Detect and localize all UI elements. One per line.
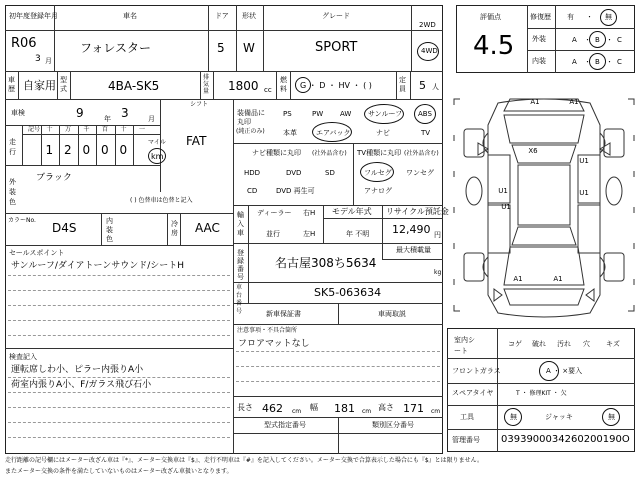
recycle-value: 12,490 bbox=[392, 223, 431, 236]
shift-label: シフト bbox=[190, 101, 209, 108]
mileage-digit: 0 bbox=[82, 143, 91, 157]
seat-hole: 穴 bbox=[583, 340, 590, 348]
model-year-label: モデル年式 bbox=[332, 207, 372, 216]
airbag-circle bbox=[312, 122, 352, 142]
registration-label: 登録番号 bbox=[237, 249, 244, 281]
score-label: 評価点 bbox=[480, 13, 501, 21]
shift-value: FAT bbox=[186, 134, 207, 148]
ext-grade-c: C bbox=[617, 36, 622, 44]
recycle-label: リサイクル預託金 bbox=[386, 207, 449, 216]
ext-grade-dot2: ・ bbox=[606, 36, 613, 44]
navi-label: ナビ種類に丸印 bbox=[252, 149, 301, 157]
mileage-digit: 0 bbox=[101, 143, 109, 157]
mark-a1-rear-right: A1 bbox=[553, 275, 563, 283]
management-label: 管理番号 bbox=[452, 436, 480, 444]
exterior-label: 外装色 bbox=[9, 178, 16, 206]
equip-navi: ナビ bbox=[376, 129, 390, 137]
chassis-value: SK5-063634 bbox=[314, 286, 382, 299]
ext-grade-b: B bbox=[595, 36, 600, 44]
fuel-g-circle bbox=[295, 77, 311, 93]
fuel-options: G ・ D ・ HV ・ ( ) bbox=[300, 81, 372, 90]
chassis-label: 車台番号 bbox=[236, 284, 243, 315]
mileage-unit-header: 記号 bbox=[28, 126, 41, 133]
int-grade-dot2: ・ bbox=[606, 58, 613, 66]
front-glass-options: A ・ ×要入 bbox=[546, 367, 583, 375]
inspection-year: 9 bbox=[76, 106, 84, 120]
repair-no-circle bbox=[600, 9, 617, 26]
mileage-unit-header: 一 bbox=[139, 126, 146, 133]
mileage-digit: 1 bbox=[45, 143, 54, 157]
equip-aw: AW bbox=[340, 110, 352, 118]
width-cm: cm bbox=[362, 408, 372, 415]
km-circle bbox=[148, 148, 166, 164]
drive-4wd-circle bbox=[417, 42, 439, 61]
displacement-label: 排気量 bbox=[203, 74, 210, 95]
grade-value: SPORT bbox=[315, 40, 358, 55]
inspection-month-unit: 月 bbox=[148, 115, 155, 123]
exterior-note: ( ) 色替車は色替と記入 bbox=[130, 197, 193, 204]
inspection-month: 3 bbox=[121, 106, 129, 120]
sales-point-value: サンルーフ/ダイアトーンサウンド/シートH bbox=[11, 261, 185, 271]
mark-a1-rear-left: A1 bbox=[513, 275, 523, 283]
length-label: 長さ bbox=[237, 403, 253, 412]
first-reg-month: 3 bbox=[35, 54, 41, 64]
fuel-label: 燃料 bbox=[280, 76, 287, 93]
max-load-label: 最大積載量 bbox=[396, 246, 431, 254]
mark-u1-right-front: U1 bbox=[579, 157, 589, 165]
tools-no-circle bbox=[504, 408, 522, 426]
km-label: km bbox=[151, 152, 164, 161]
abs-circle bbox=[414, 104, 436, 124]
tv-analog: アナログ bbox=[364, 187, 392, 195]
door-value: 5 bbox=[217, 41, 225, 55]
first-reg-label: 初年度登録年月 bbox=[9, 12, 58, 20]
jack-value: 無 bbox=[608, 413, 615, 421]
navi-sublabel: (社外品含む) bbox=[312, 150, 347, 157]
mark-u1-right-rear: U1 bbox=[579, 189, 589, 197]
equipment-label: 装備品に丸印 bbox=[237, 109, 265, 126]
length-cm: cm bbox=[292, 408, 302, 415]
car-name: フォレスター bbox=[80, 41, 152, 55]
category-number: 類別区分番号 bbox=[372, 421, 414, 429]
equip-abs: ABS bbox=[418, 110, 432, 118]
spare-tire-options: T ・ 修理KIT ・ 欠 bbox=[516, 390, 567, 397]
color-no-value: D4S bbox=[52, 221, 77, 235]
width-label: 幅 bbox=[310, 403, 318, 412]
width-value: 181 bbox=[334, 402, 355, 415]
capacity-unit: 人 bbox=[432, 83, 439, 91]
score-value: 4.5 bbox=[473, 31, 515, 61]
drive-2wd: 2WD bbox=[419, 21, 436, 29]
mark-u1-left-rear: U1 bbox=[501, 203, 511, 211]
ac-label: 冷房 bbox=[171, 220, 178, 237]
front-glass-label: フロントガラス bbox=[452, 367, 501, 375]
ext-grade-b-circle bbox=[589, 31, 606, 48]
manual: 車両取説 bbox=[378, 310, 406, 318]
interior-color-label: 内装色 bbox=[106, 217, 113, 243]
type-designation: 型式指定番号 bbox=[264, 421, 306, 429]
tv-sublabel: (社外品含む) bbox=[404, 150, 439, 157]
interior-seat-label: 室内シート bbox=[454, 336, 475, 355]
car-diagram bbox=[450, 85, 638, 325]
height-label: 高さ bbox=[378, 403, 394, 412]
tools-value: 無 bbox=[510, 413, 517, 421]
mileage-unit-header: 千 bbox=[83, 126, 90, 133]
seat-tear: 破れ bbox=[532, 340, 546, 348]
footer-line-1: 走行距離の記号欄にはメーター改ざん車は『*』、メーター交換車は『$』、走行不明車は『#』を記入してください。メーター交換で合算表示した場合にも『$』とは限りません。 bbox=[5, 457, 484, 464]
jack-no-circle bbox=[602, 408, 620, 426]
inspection-year-unit: 年 bbox=[104, 115, 111, 123]
seat-scratch: キズ bbox=[606, 340, 620, 348]
int-grade-a: A bbox=[572, 58, 577, 66]
mileage-digit: 0 bbox=[119, 143, 128, 157]
footer-line-2: またメーター交換の条件を満たしていないものはメーター改ざん車扱いとなります。 bbox=[5, 468, 233, 475]
navi-dvd: DVD bbox=[286, 169, 302, 177]
repair-yes: 有 bbox=[567, 13, 574, 21]
length-value: 462 bbox=[262, 402, 283, 415]
jack-label: ジャッキ bbox=[545, 413, 573, 421]
equip-pw: PW bbox=[312, 110, 324, 118]
mark-a1-front-left: A1 bbox=[530, 98, 540, 106]
color-no-label: カラーNo. bbox=[8, 217, 36, 224]
height-cm: cm bbox=[431, 408, 441, 415]
capacity-label: 定員 bbox=[399, 76, 406, 93]
tv-label: TV種類に丸印 bbox=[357, 149, 402, 157]
inspector-line-1: 運転席しわ小、ピラー内張りA小 bbox=[11, 365, 144, 375]
shape-label: 形状 bbox=[242, 12, 256, 20]
seat-burn: コゲ bbox=[508, 340, 522, 348]
spare-tire-label: スペアタイヤ bbox=[452, 389, 494, 397]
mile-label: マイル bbox=[148, 139, 166, 146]
height-value: 171 bbox=[403, 402, 424, 415]
tv-oneseg: ワンセグ bbox=[406, 169, 434, 177]
equip-airbag: エアバック bbox=[316, 129, 351, 137]
cc-unit: cc bbox=[264, 86, 272, 94]
management-value: 0393900034260200190O bbox=[501, 434, 630, 445]
grade-label: グレード bbox=[322, 12, 350, 20]
navi-dvd-play: DVD 再生可 bbox=[276, 187, 315, 195]
repair-no: 無 bbox=[605, 13, 612, 21]
navi-sd: SD bbox=[325, 169, 335, 177]
mileage-unit-header: 十 bbox=[120, 126, 127, 133]
equip-leather: 本革 bbox=[283, 129, 297, 137]
import-parallel: 並行 bbox=[266, 230, 280, 238]
sunroof-circle bbox=[364, 104, 404, 124]
interior-grade-label: 内装 bbox=[532, 57, 546, 65]
front-glass-a-circle bbox=[539, 361, 559, 381]
car-name-label: 車名 bbox=[123, 12, 137, 20]
inspector-label: 検査記入 bbox=[9, 353, 37, 361]
drive-4wd: 4WD bbox=[421, 47, 438, 55]
inspector-line-2: 荷室内張りA小、F/ガラス飛び石小 bbox=[11, 380, 152, 390]
equip-sunroof: サンルーフ bbox=[368, 110, 403, 118]
mark-a1-front-right: A1 bbox=[569, 98, 579, 106]
displacement-value: 1800 bbox=[228, 79, 259, 93]
usage-label: 車歴 bbox=[8, 76, 15, 93]
model-label: 型式 bbox=[60, 76, 67, 93]
ac-value: AAC bbox=[195, 221, 220, 235]
kg-unit: kg bbox=[434, 269, 442, 276]
seat-dirt: 汚れ bbox=[557, 340, 571, 348]
mileage-digit: 2 bbox=[64, 143, 72, 157]
mileage-unit-header: 万 bbox=[65, 126, 72, 133]
ext-grade-dot1: ・ bbox=[584, 36, 591, 44]
import-label: 輸入車 bbox=[237, 211, 244, 237]
inspection-label: 車検 bbox=[11, 109, 25, 117]
navi-hdd: HDD bbox=[244, 169, 261, 177]
mileage-unit-header: 百 bbox=[102, 126, 109, 133]
door-label: ドア bbox=[215, 12, 229, 20]
yen-unit: 円 bbox=[434, 231, 441, 239]
equipment-sublabel: (純正のみ) bbox=[236, 128, 265, 135]
usage-value: 自家用 bbox=[23, 79, 56, 92]
model-value: 4BA-SK5 bbox=[108, 79, 160, 93]
exterior-value: ブラック bbox=[36, 173, 72, 183]
equip-tv: TV bbox=[421, 129, 431, 137]
tools-label: 工具 bbox=[460, 413, 474, 421]
int-grade-c: C bbox=[617, 58, 622, 66]
repair-dot: ・ bbox=[586, 13, 593, 21]
exterior-grade-label: 外装 bbox=[532, 35, 546, 43]
month-unit: 月 bbox=[45, 57, 52, 65]
sales-point-label: セールスポイント bbox=[9, 249, 65, 257]
first-reg-year: R06 bbox=[11, 36, 37, 51]
shape-value: W bbox=[243, 41, 255, 55]
capacity-value: 5 bbox=[419, 79, 426, 92]
fullseg-circle bbox=[360, 162, 394, 182]
caution-label: 注意事項・不具合箇所 bbox=[237, 327, 298, 334]
navi-cd: CD bbox=[247, 187, 258, 195]
mark-u1-left-front: U1 bbox=[498, 187, 508, 195]
model-year-value: 年 不明 bbox=[346, 230, 370, 238]
import-dealer: ディーラー bbox=[257, 209, 292, 217]
new-warranty: 新車保証書 bbox=[266, 310, 301, 318]
registration-value: 名古屋308ち5634 bbox=[275, 256, 377, 270]
mileage-label: 走行 bbox=[9, 138, 16, 156]
equip-ps: PS bbox=[283, 110, 292, 118]
import-left: 左H bbox=[303, 230, 316, 238]
repair-label: 修復歴 bbox=[530, 13, 551, 21]
tv-fullseg: フルセグ bbox=[364, 169, 392, 177]
ext-grade-a: A bbox=[572, 36, 577, 44]
caution-value: フロアマットなし bbox=[238, 339, 310, 349]
int-grade-dot1: ・ bbox=[584, 58, 591, 66]
import-right: 右H bbox=[303, 209, 316, 217]
int-grade-b: B bbox=[595, 58, 600, 66]
mark-x6-roof: X6 bbox=[528, 147, 538, 155]
mileage-unit-header: 十 bbox=[46, 126, 53, 133]
int-grade-b-circle bbox=[589, 53, 606, 70]
